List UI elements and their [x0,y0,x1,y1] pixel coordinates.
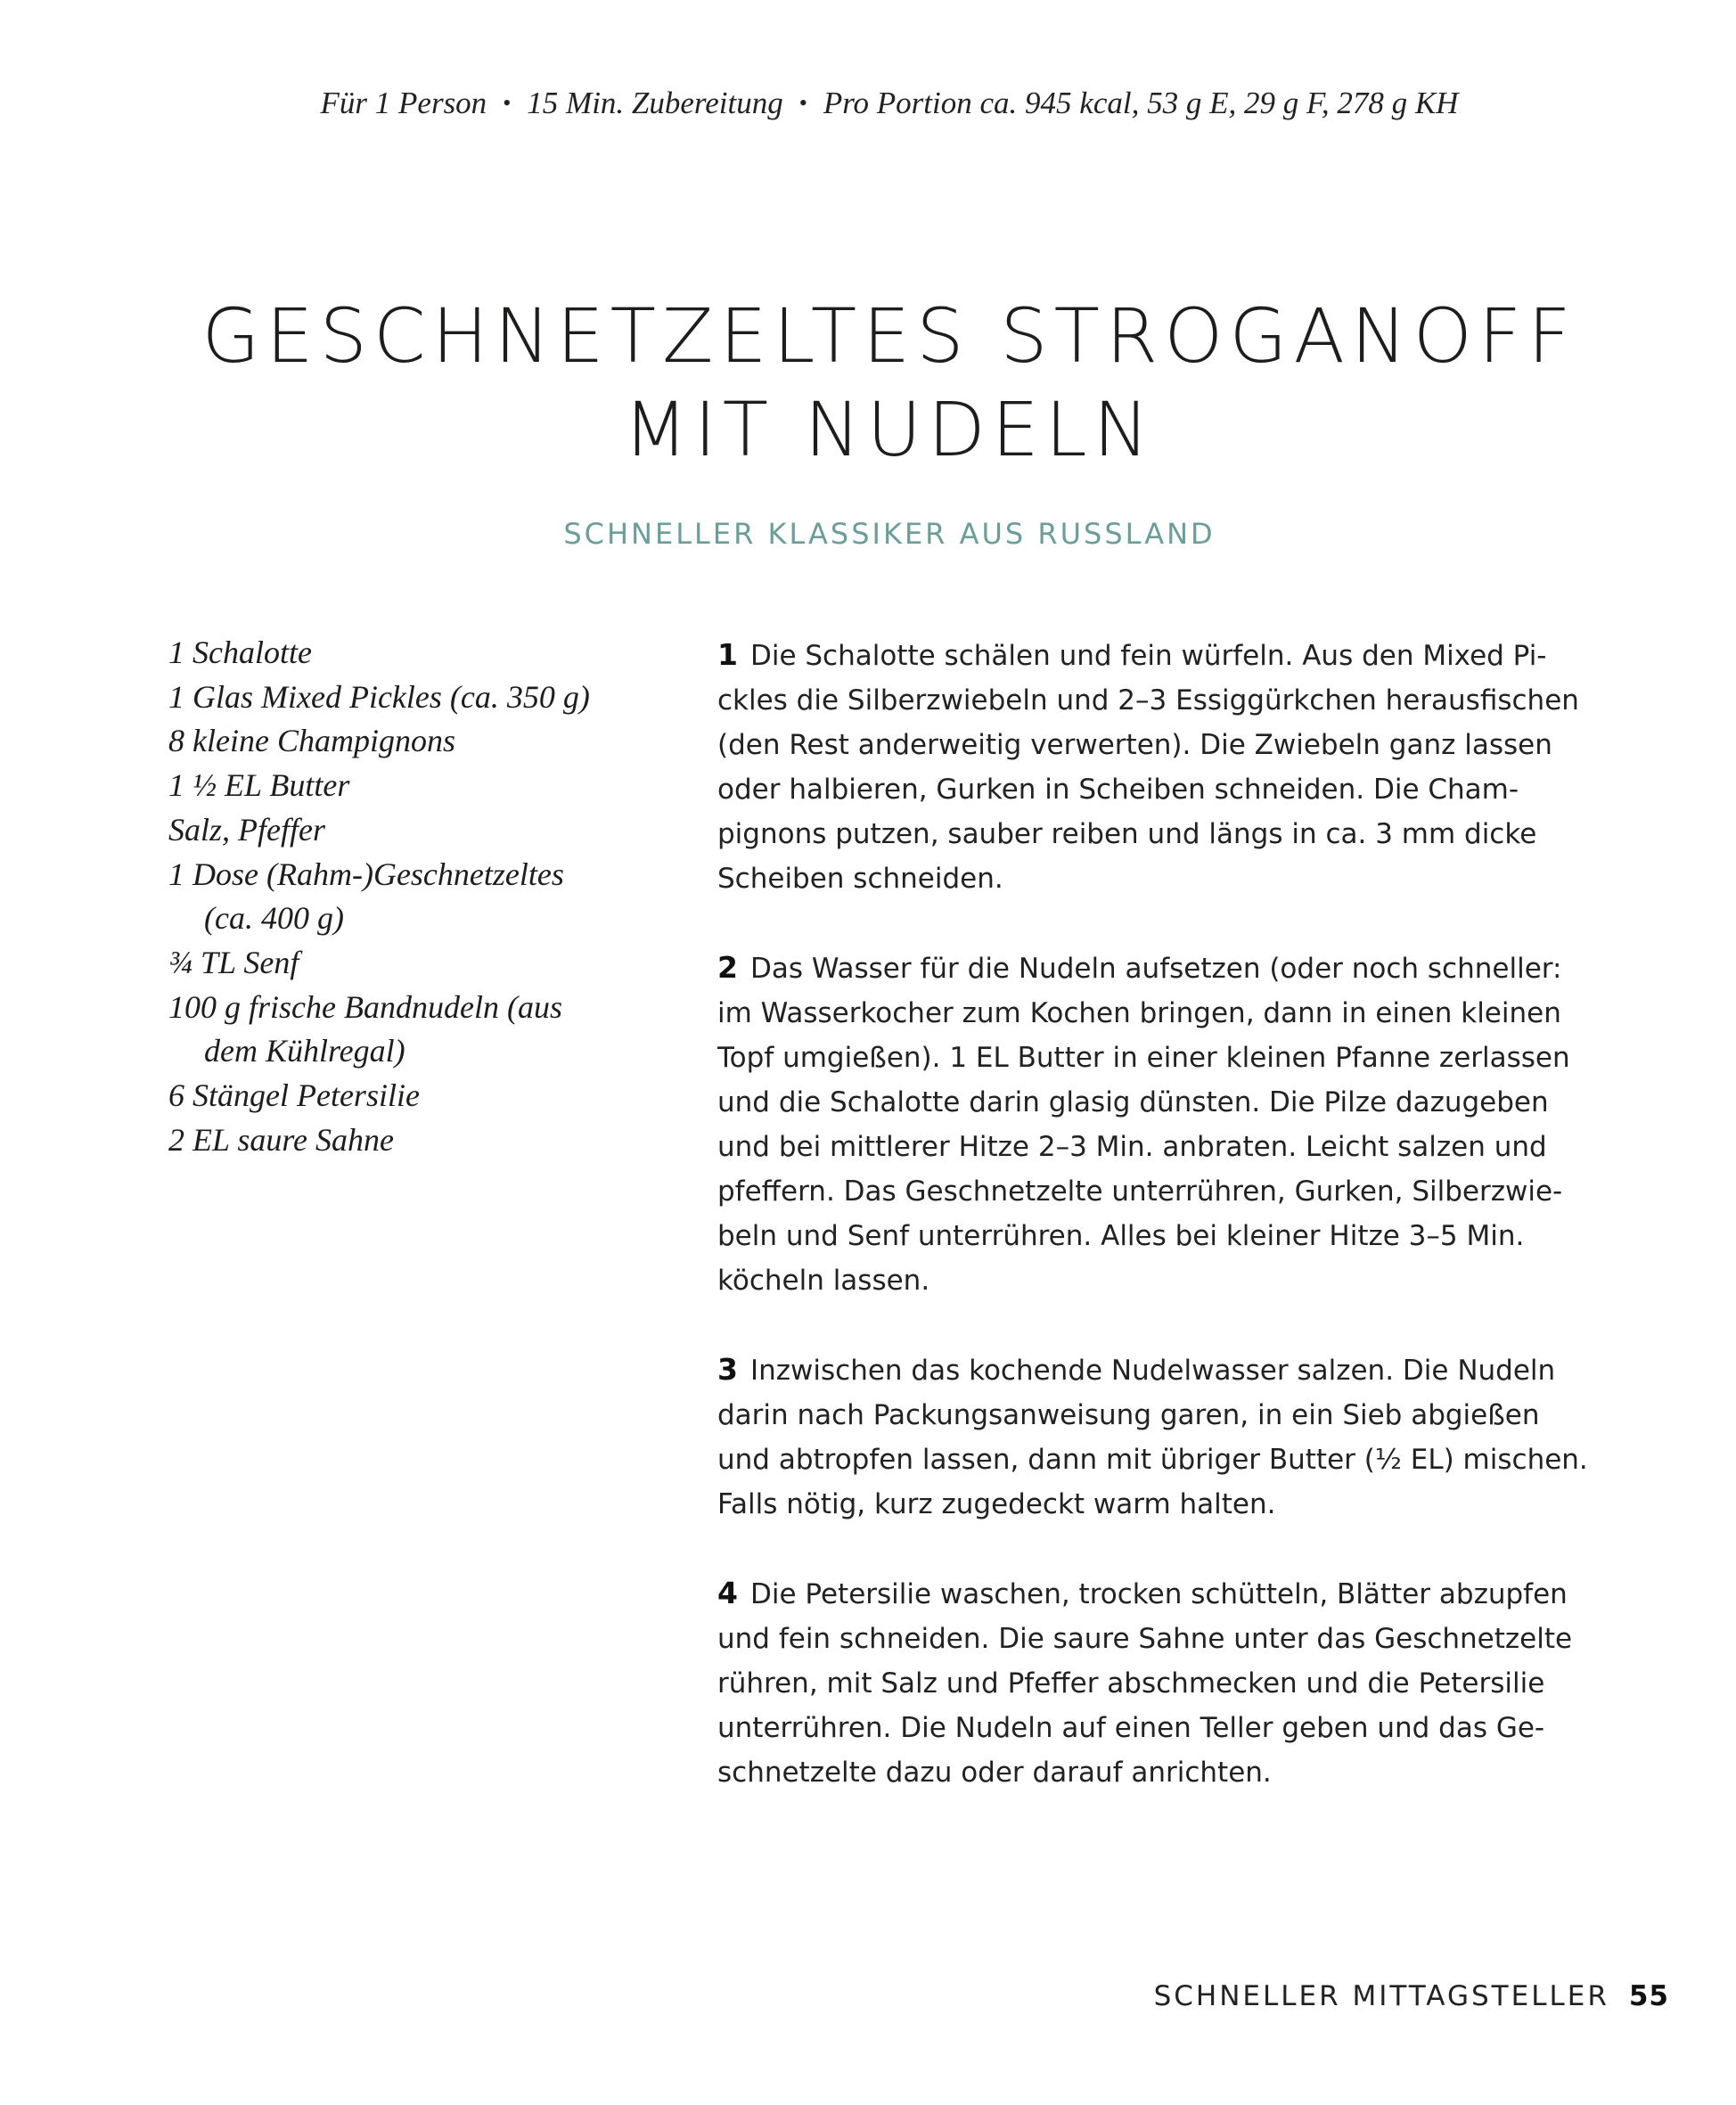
step-line [717,1661,1609,1706]
step-text: oder halbieren, Gurken in Scheiben schneiden. Die Cham- [717,774,1519,806]
instruction-step [717,633,1609,901]
step-text: Falls nötig, kurz zugedeckt warm halten. [717,1488,1276,1520]
step-line [717,1214,1609,1258]
step-number: 2 [717,950,738,985]
step-text: und abtropfen lassen, dann mit übriger Butter (½ EL) mischen. [717,1444,1588,1476]
step-text: Die Petersilie waschen, trocken schütteln, Blätter abzupfen [749,1578,1568,1610]
step-number: 4 [717,1576,738,1610]
step-text: pignons putzen, sauber reiben und längs in ca. 3 mm dicke [717,818,1537,850]
instruction-step [717,1347,1609,1527]
step-line [717,1482,1609,1527]
recipe-title [0,290,1736,477]
step-line [717,678,1609,723]
step-line [717,767,1609,812]
instruction-steps [717,633,1609,1839]
ingredient-line: 1 Dose (Rahm-)Geschnetzeltes [168,856,564,892]
step-text: und die Schalotte darin glasig dünsten. Die Pilze dazugeben [717,1086,1549,1118]
step-line [717,856,1609,901]
ingredient-item [168,1118,667,1163]
ingredient-line: 1 ½ EL Butter [168,767,350,804]
ingredient-line: Salz, Pfeffer [168,811,325,848]
step-text: unterrühren. Die Nudeln auf einen Teller geben und das Ge- [717,1712,1545,1744]
ingredient-line: 8 kleine Champignons [168,723,455,759]
ingredient-item [168,808,667,853]
ingredient-item [168,631,667,676]
title-line: GESCHNETZELTES STROGANOFF [201,292,1577,380]
step-text: köcheln lassen. [717,1265,930,1297]
step-number: 1 [717,637,738,672]
step-text: Scheiben schneiden. [717,863,1003,895]
servings: Für 1 Person [320,86,487,120]
step-text: Inzwischen das kochende Nudelwasser salzen. Die Nudeln [749,1355,1556,1387]
nutrition-info: Pro Portion ca. 945 kcal, 53 g E, 29 g F, 278 g KH [823,86,1459,120]
step-text: darin nach Packungsanweisung garen, in ein Sieb abgießen [717,1399,1540,1431]
ingredient-line: ¾ TL Senf [168,944,299,980]
step-text: Topf umgießen). 1 EL Butter in einer kleinen Pfanne zerlassen [717,1042,1570,1074]
step-line [717,633,1609,678]
step-text: und fein schneiden. Die saure Sahne unter das Geschnetzelte [717,1623,1573,1655]
step-text: beln und Senf unterrühren. Alles bei kleiner Hitze 3–5 Min. [717,1220,1525,1252]
step-line [717,723,1609,767]
step-text: ckles die Silberzwiebeln und 2–3 Essiggürkchen herausfischen [717,684,1579,717]
recipe-subtitle: SCHNELLER KLASSIKER AUS RUSSLAND [563,517,1216,551]
title-line: MIT NUDELN [623,386,1156,473]
step-line [717,1080,1609,1125]
recipe-meta [0,86,1736,121]
prep-time: 15 Min. Zubereitung [527,86,783,120]
step-text: im Wasserkocher zum Kochen bringen, dann in einen kleinen [717,997,1561,1029]
ingredient-item [168,941,667,986]
step-text: Das Wasser für die Nudeln aufsetzen (oder noch schneller: [749,953,1562,985]
step-line [717,1617,1609,1661]
ingredient-item [168,986,667,1074]
step-line [717,991,1609,1036]
step-text: pfeffern. Das Geschnetzelte unterrühren, Gurken, Silberzwie- [717,1175,1563,1208]
ingredient-item [168,676,667,720]
step-line [717,1437,1609,1482]
step-line [717,812,1609,856]
step-line [717,1036,1609,1080]
step-text: und bei mittlerer Hitze 2–3 Min. anbraten. Leicht salzen und [717,1131,1547,1163]
page-number: 55 [1628,1980,1669,2012]
step-line [717,1258,1609,1303]
ingredient-line: 6 Stängel Petersilie [168,1077,420,1114]
step-line [717,1347,1609,1393]
step-text: Die Schalotte schälen und fein würfeln. Aus den Mixed Pi- [749,640,1547,672]
ingredient-list [168,631,667,1162]
bullet-separator: • [503,90,512,116]
section-name: SCHNELLER MITTAGSTELLER [1153,1980,1609,2012]
step-line [717,1125,1609,1169]
ingredient-line: dem Kühlregal) [204,1033,405,1069]
bullet-separator: • [798,90,807,116]
ingredient-item [168,719,667,764]
ingredient-item [168,1074,667,1118]
step-number: 3 [717,1352,738,1387]
step-line [717,1393,1609,1437]
ingredient-item [168,764,667,808]
step-line [717,1169,1609,1214]
ingredient-line: 2 EL saure Sahne [168,1121,395,1158]
step-line [717,1750,1609,1795]
ingredient-line: 1 Glas Mixed Pickles (ca. 350 g) [168,678,590,715]
step-line [717,946,1609,991]
step-text: (den Rest anderweitig verwerten). Die Zwiebeln ganz lassen [717,729,1552,761]
instruction-step [717,946,1609,1303]
instruction-step [717,1571,1609,1795]
ingredient-line: 1 Schalotte [168,635,312,670]
step-line [717,1571,1609,1617]
ingredient-line: 100 g frische Bandnudeln (aus [168,988,562,1025]
step-line [717,1706,1609,1750]
ingredient-line: (ca. 400 g) [204,900,344,937]
step-text: schnetzelte dazu oder darauf anrichten. [717,1757,1272,1789]
ingredient-item [168,853,667,941]
page-footer [1154,1980,1669,2012]
step-text: rühren, mit Salz und Pfeffer abschmecken und die Petersilie [717,1667,1545,1700]
